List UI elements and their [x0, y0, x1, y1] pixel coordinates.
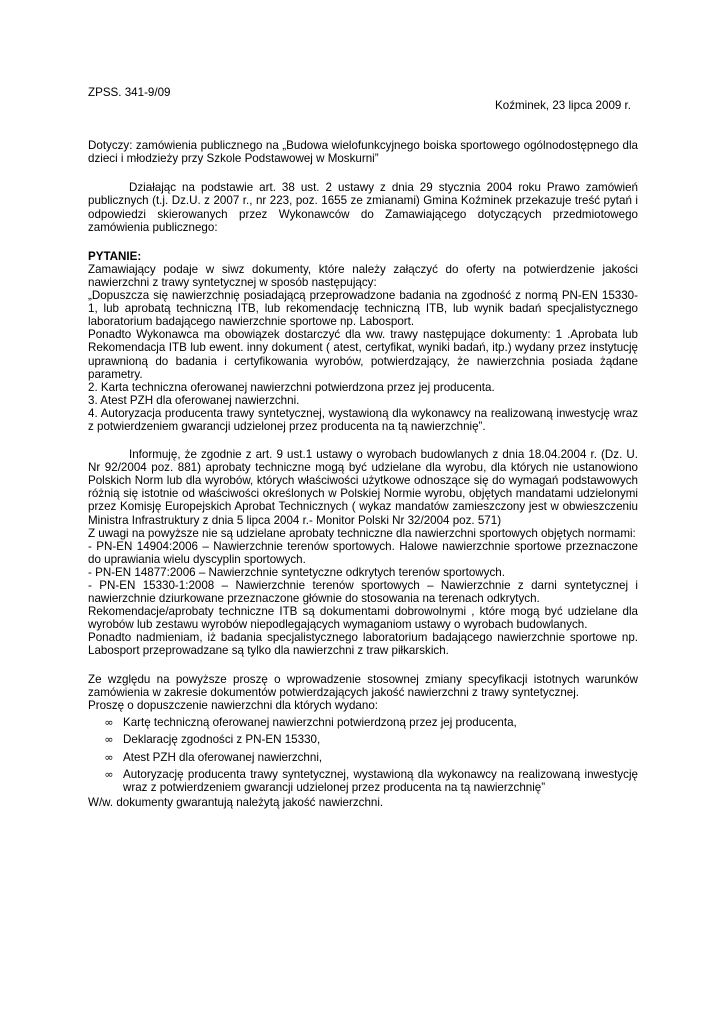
- place-and-date: Koźminek, 23 lipca 2009 r.: [495, 99, 631, 113]
- answer-line: Z uwagi na powyższe nie są udzielane aprobaty techniczne dla nawierzchni sportowych objętych normami:: [88, 526, 636, 540]
- request-line: Proszę o dopuszczenie nawierzchni dla których wydano:: [88, 698, 378, 712]
- list-item-text: Kartę techniczną oferowanej nawierzchni potwierdzoną przez jej producenta,: [123, 715, 517, 729]
- answer-line: - PN-EN 14877:2006 – Nawierzchnie syntetyczne odkrytych terenów sportowych.: [88, 565, 505, 579]
- question-heading: PYTANIE:: [88, 249, 142, 263]
- question-line: 4. Autoryzacja producenta trawy syntetycznej, wystawioną dla wykonawcy na realizowaną inwestycję wraz z potwierdzeniem gwarancji udzielonej przez producenta na tą nawierzchnię”.: [88, 406, 638, 433]
- question-line: 3. Atest PZH dla oferowanej nawierzchni.: [88, 393, 300, 407]
- infinity-bullet-icon: ∞: [104, 715, 114, 729]
- subject-line: Dotyczy: zamówienia publicznego na „Budowa wielofunkcyjnego boiska sportowego ogólnodostępnego dla dzieci i młodzieży przy Szkole Podstawowej w Moskurni”: [88, 139, 638, 166]
- list-item-text: Deklarację zgodności z PN-EN 15330,: [123, 733, 321, 747]
- closing-line: W/w. dokumenty gwarantują należytą jakość nawierzchni.: [88, 796, 384, 810]
- list-item-text: Autoryzację producenta trawy syntetycznej, wystawioną dla wykonawcy na realizowaną inwestycję wraz z potwierdzeniem gwarancji udzielonej przez producenta na tą nawierzchnię”: [123, 768, 638, 795]
- list-item-text: Atest PZH dla oferowanej nawierzchni,: [123, 750, 323, 764]
- infinity-bullet-icon: ∞: [104, 768, 114, 782]
- question-line: Zamawiający podaje w siwz dokumenty, które należy załączyć do oferty na potwierdzenie jakości nawierzchni z trawy syntetycznej w sposób następujący:: [88, 262, 638, 289]
- list-item: [88, 733, 638, 746]
- answer-line: - PN-EN 15330-1:2008 – Nawierzchnie terenów sportowych – Nawierzchnie z darni syntetycznej i nawierzchnie dziurkowane przeznaczone głównie do stosowania na terenach odkrytych.: [88, 579, 638, 606]
- infinity-bullet-icon: ∞: [104, 750, 114, 764]
- list-item: [88, 751, 638, 764]
- answer-line: Rekomendacje/aprobaty techniczne ITB są dokumentami dobrowolnymi , które mogą być udzielane dla wyrobów lub zestawu wyrobów niepodlegających wymaganiom ustawy o wyrobach budowlanych.: [88, 605, 638, 632]
- reference-number: ZPSS. 341-9/09: [88, 86, 171, 99]
- list-item: [88, 768, 638, 794]
- question-line: 2. Karta techniczna oferowanej nawierzchni potwierdzona przez jej producenta.: [88, 380, 495, 394]
- intro-paragraph: Działając na podstawie art. 38 ust. 2 ustawy z dnia 29 stycznia 2004 roku Prawo zamówień publicznych (t.j. Dz.U. z 2007 r., nr 223, poz. 1655 ze zmianami) Gmina Koźminek przekazuje treść pytań i odpowiedzi skierowanych przez Wykonawców do Zamawiającego dotyczących przedmiotowego zamówienia publicznego:: [88, 181, 638, 234]
- document-page: [88, 86, 638, 810]
- answer-line: Ponadto nadmieniam, iż badania specjalistycznego laboratorium badającego nawierzchnie sportowe np. Labosport przeprowadzane są tylko dla nawierzchni z traw piłkarskich.: [88, 631, 638, 658]
- request-line: Ze względu na powyższe proszę o wprowadzenie stosownej zmiany specyfikacji istotnych warunków zamówienia w zakresie dokumentów potwierdzających jakość nawierzchni z trawy syntetycznej.: [88, 672, 638, 699]
- requested-documents-list: [88, 716, 638, 795]
- question-line: „Dopuszcza się nawierzchnię posiadającą przeprowadzone badania na zgodność z normą PN-EN 15330-1, lub aprobatą techniczną ITB, lub rekomendację techniczną ITB, lub wynik badań specjalistycznego laboratorium badającego nawierzchnie sportowe np. Labosport.: [88, 289, 638, 329]
- answer-line: - PN-EN 14904:2006 – Nawierzchnie terenów sportowych. Halowe nawierzchnie sportowe przeznaczone do uprawiania wielu dyscyplin sportowych.: [88, 539, 638, 566]
- list-item: [88, 716, 638, 729]
- infinity-bullet-icon: ∞: [104, 733, 114, 747]
- answer-first-paragraph: Informuję, że zgodnie z art. 9 ust.1 ustawy o wyrobach budowlanych z dnia 18.04.2004 r. (Dz. U. Nr 92/2004 poz. 881) aprobaty techniczne mogą być udzielane dla wyrobu, dla których nie ustanowiono Polskich Norm lub dla wyrobów, których właściwości użytkowe odnoszące się do wymagań podstawowych różnią się istotnie od właściwości określonych w Polskiej Normie wyrobu, objętych mandatami udzielonymi przez Komisję Europejskich Aprobat Technicznych ( wykaz mandatów zamieszczony jest w obwieszczeniu Ministra Infrastruktury z dnia 5 lipca 2004 r.- Monitor Polski Nr 32/2004 poz. 571): [88, 448, 638, 527]
- question-line: Ponadto Wykonawca ma obowiązek dostarczyć dla ww. trawy następujące dokumenty: 1 .Aprobata lub Rekomendacja ITB lub ewent. inny dokument ( atest, certyfikat, wyniki badań, itp.) wydany przez instytucję uprawnioną do badania i certyfikowania wyrobów, potwierdzający, że nawierzchnia posiada żądane parametry.: [88, 328, 638, 381]
